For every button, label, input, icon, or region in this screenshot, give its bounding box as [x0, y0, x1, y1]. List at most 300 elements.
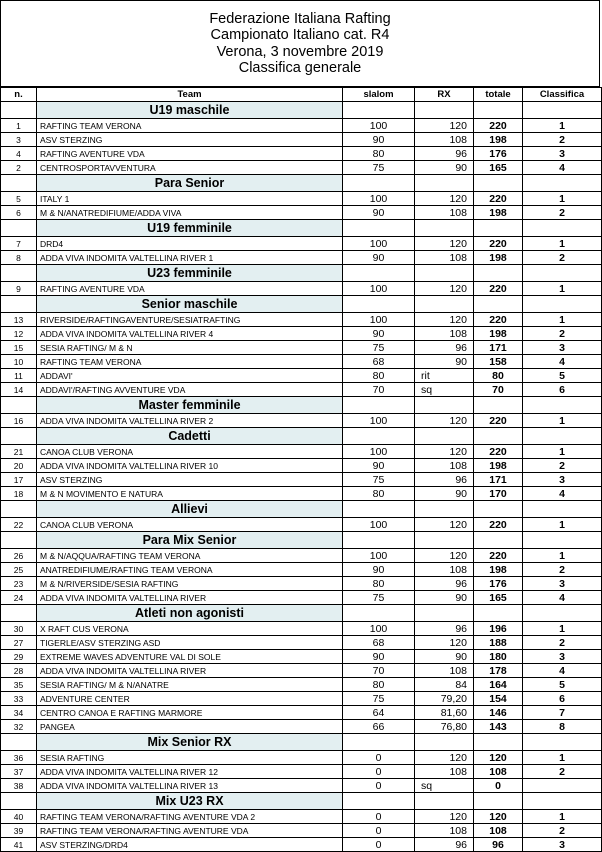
- table-row: [1, 824, 602, 838]
- team-name: RAFTING AVENTURE VDA: [37, 282, 343, 296]
- slalom-score: 100: [343, 445, 415, 459]
- rx-score: 96: [415, 147, 474, 161]
- ranking-position: 1: [523, 119, 602, 133]
- total-score: 108: [474, 765, 523, 779]
- table-row: [1, 341, 602, 355]
- ranking-position: 4: [523, 664, 602, 678]
- col-header-classifica: Classifica: [523, 88, 602, 102]
- team-name: RAFTING TEAM VERONA: [37, 355, 343, 369]
- rx-score: 120: [415, 810, 474, 824]
- category-blank-cell: [343, 175, 415, 192]
- total-score: 171: [474, 473, 523, 487]
- category-blank-cell: [415, 532, 474, 549]
- team-number: 29: [1, 650, 37, 664]
- team-number: 10: [1, 355, 37, 369]
- category-row: [1, 605, 602, 622]
- table-row: [1, 237, 602, 251]
- ranking-position: 6: [523, 692, 602, 706]
- category-blank-cell: [523, 605, 602, 622]
- total-score: 220: [474, 549, 523, 563]
- total-score: 198: [474, 327, 523, 341]
- category-label: Atleti non agonisti: [37, 605, 343, 622]
- category-blank-cell: [343, 296, 415, 313]
- team-number: 33: [1, 692, 37, 706]
- category-blank-cell: [474, 428, 523, 445]
- category-blank-cell: [474, 397, 523, 414]
- table-row: [1, 518, 602, 532]
- category-blank-cell: [474, 175, 523, 192]
- team-number: 23: [1, 577, 37, 591]
- table-row: [1, 119, 602, 133]
- results-body: [1, 102, 602, 852]
- total-score: 143: [474, 720, 523, 734]
- team-number: 36: [1, 751, 37, 765]
- table-row: [1, 473, 602, 487]
- ranking-position: 1: [523, 237, 602, 251]
- slalom-score: 0: [343, 838, 415, 852]
- team-name: ADDA VIVA INDOMITA VALTELLINA RIVER 13: [37, 779, 343, 793]
- category-blank-cell: [415, 605, 474, 622]
- table-row: [1, 192, 602, 206]
- rx-score: 96: [415, 838, 474, 852]
- rx-score: 120: [415, 119, 474, 133]
- team-number: 27: [1, 636, 37, 650]
- total-score: 198: [474, 206, 523, 220]
- category-blank-cell: [523, 501, 602, 518]
- team-name: PANGEA: [37, 720, 343, 734]
- table-row: [1, 622, 602, 636]
- slalom-score: 90: [343, 206, 415, 220]
- ranking-position: 6: [523, 383, 602, 397]
- team-name: DRD4: [37, 237, 343, 251]
- category-blank-cell: [1, 102, 37, 119]
- championship-title: Campionato Italiano cat. R4: [210, 27, 390, 43]
- total-score: 96: [474, 838, 523, 852]
- slalom-score: 100: [343, 192, 415, 206]
- team-number: 37: [1, 765, 37, 779]
- table-row: [1, 664, 602, 678]
- category-blank-cell: [343, 605, 415, 622]
- total-score: 0: [474, 779, 523, 793]
- slalom-score: 0: [343, 810, 415, 824]
- team-name: ANATREDIFIUME/RAFTING TEAM VERONA: [37, 563, 343, 577]
- total-score: 158: [474, 355, 523, 369]
- slalom-score: 90: [343, 650, 415, 664]
- category-blank-cell: [523, 175, 602, 192]
- slalom-score: 100: [343, 414, 415, 428]
- table-row: [1, 549, 602, 563]
- category-blank-cell: [523, 428, 602, 445]
- category-blank-cell: [415, 296, 474, 313]
- rx-score: 120: [415, 313, 474, 327]
- team-number: 18: [1, 487, 37, 501]
- team-name: CENTROSPORTAVVENTURA: [37, 161, 343, 175]
- ranking-position: 1: [523, 549, 602, 563]
- category-blank-cell: [1, 397, 37, 414]
- rx-score: 81,60: [415, 706, 474, 720]
- category-blank-cell: [1, 605, 37, 622]
- table-row: [1, 487, 602, 501]
- total-score: 198: [474, 251, 523, 265]
- category-row: [1, 175, 602, 192]
- ranking-position: 2: [523, 636, 602, 650]
- table-row: [1, 282, 602, 296]
- category-row: [1, 428, 602, 445]
- table-row: [1, 414, 602, 428]
- ranking-position: 2: [523, 206, 602, 220]
- team-name: M & N MOVIMENTO E NATURA: [37, 487, 343, 501]
- category-label: Para Senior: [37, 175, 343, 192]
- slalom-score: 0: [343, 751, 415, 765]
- category-blank-cell: [1, 734, 37, 751]
- category-label: U19 femminile: [37, 220, 343, 237]
- category-blank-cell: [523, 102, 602, 119]
- team-name: ADDA VIVA INDOMITA VALTELLINA RIVER 2: [37, 414, 343, 428]
- category-blank-cell: [415, 102, 474, 119]
- category-blank-cell: [1, 793, 37, 810]
- category-blank-cell: [415, 175, 474, 192]
- team-number: 39: [1, 824, 37, 838]
- slalom-score: 100: [343, 622, 415, 636]
- ranking-position: 2: [523, 563, 602, 577]
- table-row: [1, 355, 602, 369]
- team-name: ADDA VIVA INDOMITA VALTELLINA RIVER: [37, 664, 343, 678]
- ranking-position: 2: [523, 133, 602, 147]
- table-header-row: [1, 88, 602, 102]
- team-number: 32: [1, 720, 37, 734]
- team-number: 41: [1, 838, 37, 852]
- total-score: 220: [474, 445, 523, 459]
- team-number: 34: [1, 706, 37, 720]
- slalom-score: 80: [343, 678, 415, 692]
- team-name: RIVERSIDE/RAFTINGAVENTURE/SESIATRAFTING: [37, 313, 343, 327]
- category-blank-cell: [523, 532, 602, 549]
- team-name: ITALY 1: [37, 192, 343, 206]
- ranking-position: 5: [523, 678, 602, 692]
- slalom-score: 80: [343, 147, 415, 161]
- category-blank-cell: [1, 296, 37, 313]
- table-row: [1, 591, 602, 605]
- team-number: 2: [1, 161, 37, 175]
- rx-score: 120: [415, 414, 474, 428]
- slalom-score: 64: [343, 706, 415, 720]
- slalom-score: 80: [343, 577, 415, 591]
- team-number: 28: [1, 664, 37, 678]
- category-blank-cell: [343, 793, 415, 810]
- total-score: 220: [474, 518, 523, 532]
- category-label: Mix U23 RX: [37, 793, 343, 810]
- rx-score: 108: [415, 459, 474, 473]
- rx-score: 120: [415, 751, 474, 765]
- col-header-team: Team: [37, 88, 343, 102]
- category-blank-cell: [523, 220, 602, 237]
- col-header-totale: totale: [474, 88, 523, 102]
- ranking-position: 7: [523, 706, 602, 720]
- rx-score: 108: [415, 133, 474, 147]
- rx-score: 76,80: [415, 720, 474, 734]
- slalom-score: 70: [343, 383, 415, 397]
- total-score: 146: [474, 706, 523, 720]
- rx-score: sq: [415, 779, 474, 793]
- team-number: 16: [1, 414, 37, 428]
- category-blank-cell: [1, 532, 37, 549]
- rx-score: 120: [415, 192, 474, 206]
- slalom-score: 0: [343, 824, 415, 838]
- col-header-slalom: slalom: [343, 88, 415, 102]
- ranking-position: 4: [523, 355, 602, 369]
- total-score: 220: [474, 237, 523, 251]
- table-row: [1, 720, 602, 734]
- table-row: [1, 678, 602, 692]
- total-score: 171: [474, 341, 523, 355]
- total-score: 70: [474, 383, 523, 397]
- ranking-position: 3: [523, 473, 602, 487]
- category-blank-cell: [343, 532, 415, 549]
- federation-title: Federazione Italiana Rafting: [209, 10, 391, 27]
- category-blank-cell: [1, 220, 37, 237]
- team-name: TIGERLE/ASV STERZING ASD: [37, 636, 343, 650]
- team-name: SESIA RAFTING: [37, 751, 343, 765]
- total-score: 220: [474, 313, 523, 327]
- slalom-score: 75: [343, 591, 415, 605]
- ranking-position: 5: [523, 369, 602, 383]
- table-row: [1, 383, 602, 397]
- col-header-rx: RX: [415, 88, 474, 102]
- table-row: [1, 779, 602, 793]
- team-number: 38: [1, 779, 37, 793]
- team-name: M & N/ANATREDIFIUME/ADDA VIVA: [37, 206, 343, 220]
- team-name: ADDAVI'/RAFTING AVVENTURE VDA: [37, 383, 343, 397]
- total-score: 220: [474, 414, 523, 428]
- team-number: 24: [1, 591, 37, 605]
- rx-score: 108: [415, 824, 474, 838]
- category-blank-cell: [343, 397, 415, 414]
- total-score: 198: [474, 133, 523, 147]
- team-number: 13: [1, 313, 37, 327]
- team-name: SESIA RAFTING/ M & N/ANATRE: [37, 678, 343, 692]
- ranking-position: 2: [523, 824, 602, 838]
- category-row: [1, 220, 602, 237]
- team-number: 11: [1, 369, 37, 383]
- category-blank-cell: [415, 265, 474, 282]
- category-blank-cell: [474, 734, 523, 751]
- slalom-score: 90: [343, 133, 415, 147]
- slalom-score: 80: [343, 487, 415, 501]
- rx-score: rit: [415, 369, 474, 383]
- category-blank-cell: [415, 428, 474, 445]
- team-name: RAFTING TEAM VERONA: [37, 119, 343, 133]
- table-row: [1, 459, 602, 473]
- slalom-score: 75: [343, 161, 415, 175]
- rx-score: 120: [415, 237, 474, 251]
- ranking-position: 2: [523, 459, 602, 473]
- table-row: [1, 251, 602, 265]
- team-name: ASV STERZING: [37, 473, 343, 487]
- category-row: [1, 102, 602, 119]
- team-number: 8: [1, 251, 37, 265]
- slalom-score: 68: [343, 355, 415, 369]
- slalom-score: 90: [343, 251, 415, 265]
- rx-score: 120: [415, 518, 474, 532]
- ranking-title: Classifica generale: [238, 60, 362, 76]
- team-number: 4: [1, 147, 37, 161]
- category-blank-cell: [343, 501, 415, 518]
- team-number: 20: [1, 459, 37, 473]
- team-number: 22: [1, 518, 37, 532]
- rx-score: 108: [415, 563, 474, 577]
- team-name: ADDA VIVA INDOMITA VALTELLINA RIVER 10: [37, 459, 343, 473]
- slalom-score: 90: [343, 459, 415, 473]
- ranking-position: [523, 779, 602, 793]
- ranking-position: 3: [523, 577, 602, 591]
- table-row: [1, 313, 602, 327]
- team-number: 7: [1, 237, 37, 251]
- team-number: 26: [1, 549, 37, 563]
- category-blank-cell: [1, 175, 37, 192]
- category-label: Mix Senior RX: [37, 734, 343, 751]
- slalom-score: 0: [343, 765, 415, 779]
- table-row: [1, 751, 602, 765]
- results-table: [0, 87, 602, 852]
- rx-score: 108: [415, 251, 474, 265]
- team-name: ADDA VIVA INDOMITA VALTELLINA RIVER: [37, 591, 343, 605]
- category-blank-cell: [415, 734, 474, 751]
- category-blank-cell: [343, 428, 415, 445]
- slalom-score: 100: [343, 518, 415, 532]
- table-row: [1, 706, 602, 720]
- ranking-position: 1: [523, 622, 602, 636]
- category-row: [1, 501, 602, 518]
- team-name: CENTRO CANOA E RAFTING MARMORE: [37, 706, 343, 720]
- rx-score: 120: [415, 445, 474, 459]
- team-name: ADDA VIVA INDOMITA VALTELLINA RIVER 1: [37, 251, 343, 265]
- team-name: CANOA CLUB VERONA: [37, 445, 343, 459]
- category-blank-cell: [343, 734, 415, 751]
- rx-score: 96: [415, 473, 474, 487]
- category-blank-cell: [474, 793, 523, 810]
- team-name: ADDA VIVA INDOMITA VALTELLINA RIVER 12: [37, 765, 343, 779]
- category-blank-cell: [474, 265, 523, 282]
- category-blank-cell: [343, 265, 415, 282]
- team-number: 3: [1, 133, 37, 147]
- slalom-score: 75: [343, 692, 415, 706]
- slalom-score: 68: [343, 636, 415, 650]
- rx-score: 120: [415, 282, 474, 296]
- slalom-score: 70: [343, 664, 415, 678]
- table-row: [1, 369, 602, 383]
- category-blank-cell: [474, 102, 523, 119]
- table-row: [1, 206, 602, 220]
- ranking-position: 1: [523, 751, 602, 765]
- category-blank-cell: [415, 397, 474, 414]
- col-header-n: n.: [1, 88, 37, 102]
- team-name: M & N/RIVERSIDE/SESIA RAFTING: [37, 577, 343, 591]
- category-blank-cell: [523, 397, 602, 414]
- category-blank-cell: [1, 501, 37, 518]
- total-score: 176: [474, 577, 523, 591]
- ranking-position: 3: [523, 147, 602, 161]
- ranking-position: 4: [523, 591, 602, 605]
- ranking-position: 4: [523, 161, 602, 175]
- rx-score: 120: [415, 636, 474, 650]
- category-blank-cell: [523, 734, 602, 751]
- total-score: 164: [474, 678, 523, 692]
- table-row: [1, 445, 602, 459]
- table-row: [1, 147, 602, 161]
- ranking-position: 1: [523, 192, 602, 206]
- category-row: [1, 532, 602, 549]
- rx-score: 108: [415, 664, 474, 678]
- slalom-score: 100: [343, 549, 415, 563]
- team-number: 14: [1, 383, 37, 397]
- category-row: [1, 734, 602, 751]
- total-score: 80: [474, 369, 523, 383]
- slalom-score: 75: [343, 473, 415, 487]
- ranking-position: 1: [523, 810, 602, 824]
- category-row: [1, 397, 602, 414]
- rx-score: 96: [415, 577, 474, 591]
- table-row: [1, 327, 602, 341]
- category-blank-cell: [474, 501, 523, 518]
- table-row: [1, 577, 602, 591]
- category-row: [1, 296, 602, 313]
- total-score: 178: [474, 664, 523, 678]
- ranking-position: 2: [523, 251, 602, 265]
- category-row: [1, 793, 602, 810]
- team-name: ASV STERZING: [37, 133, 343, 147]
- rx-score: 108: [415, 765, 474, 779]
- team-number: 6: [1, 206, 37, 220]
- category-blank-cell: [474, 532, 523, 549]
- ranking-position: 2: [523, 327, 602, 341]
- team-name: CANOA CLUB VERONA: [37, 518, 343, 532]
- slalom-score: 80: [343, 369, 415, 383]
- slalom-score: 100: [343, 282, 415, 296]
- total-score: 220: [474, 119, 523, 133]
- slalom-score: 90: [343, 563, 415, 577]
- team-name: ADDAVI': [37, 369, 343, 383]
- team-number: 35: [1, 678, 37, 692]
- ranking-position: 1: [523, 518, 602, 532]
- team-number: 40: [1, 810, 37, 824]
- team-name: EXTREME WAVES ADVENTURE VAL DI SOLE: [37, 650, 343, 664]
- ranking-position: 1: [523, 282, 602, 296]
- team-number: 30: [1, 622, 37, 636]
- total-score: 108: [474, 824, 523, 838]
- team-number: 5: [1, 192, 37, 206]
- table-row: [1, 810, 602, 824]
- total-score: 180: [474, 650, 523, 664]
- category-label: Para Mix Senior: [37, 532, 343, 549]
- category-blank-cell: [1, 428, 37, 445]
- category-blank-cell: [523, 793, 602, 810]
- category-blank-cell: [343, 220, 415, 237]
- team-number: 12: [1, 327, 37, 341]
- slalom-score: 0: [343, 779, 415, 793]
- category-row: [1, 265, 602, 282]
- rx-score: 90: [415, 161, 474, 175]
- rx-score: 90: [415, 591, 474, 605]
- total-score: 176: [474, 147, 523, 161]
- slalom-score: 75: [343, 341, 415, 355]
- team-name: RAFTING TEAM VERONA/RAFTING AVENTURE VDA 2: [37, 810, 343, 824]
- category-blank-cell: [415, 501, 474, 518]
- category-blank-cell: [415, 793, 474, 810]
- total-score: 188: [474, 636, 523, 650]
- slalom-score: 100: [343, 313, 415, 327]
- team-name: X RAFT CUS VERONA: [37, 622, 343, 636]
- team-number: 21: [1, 445, 37, 459]
